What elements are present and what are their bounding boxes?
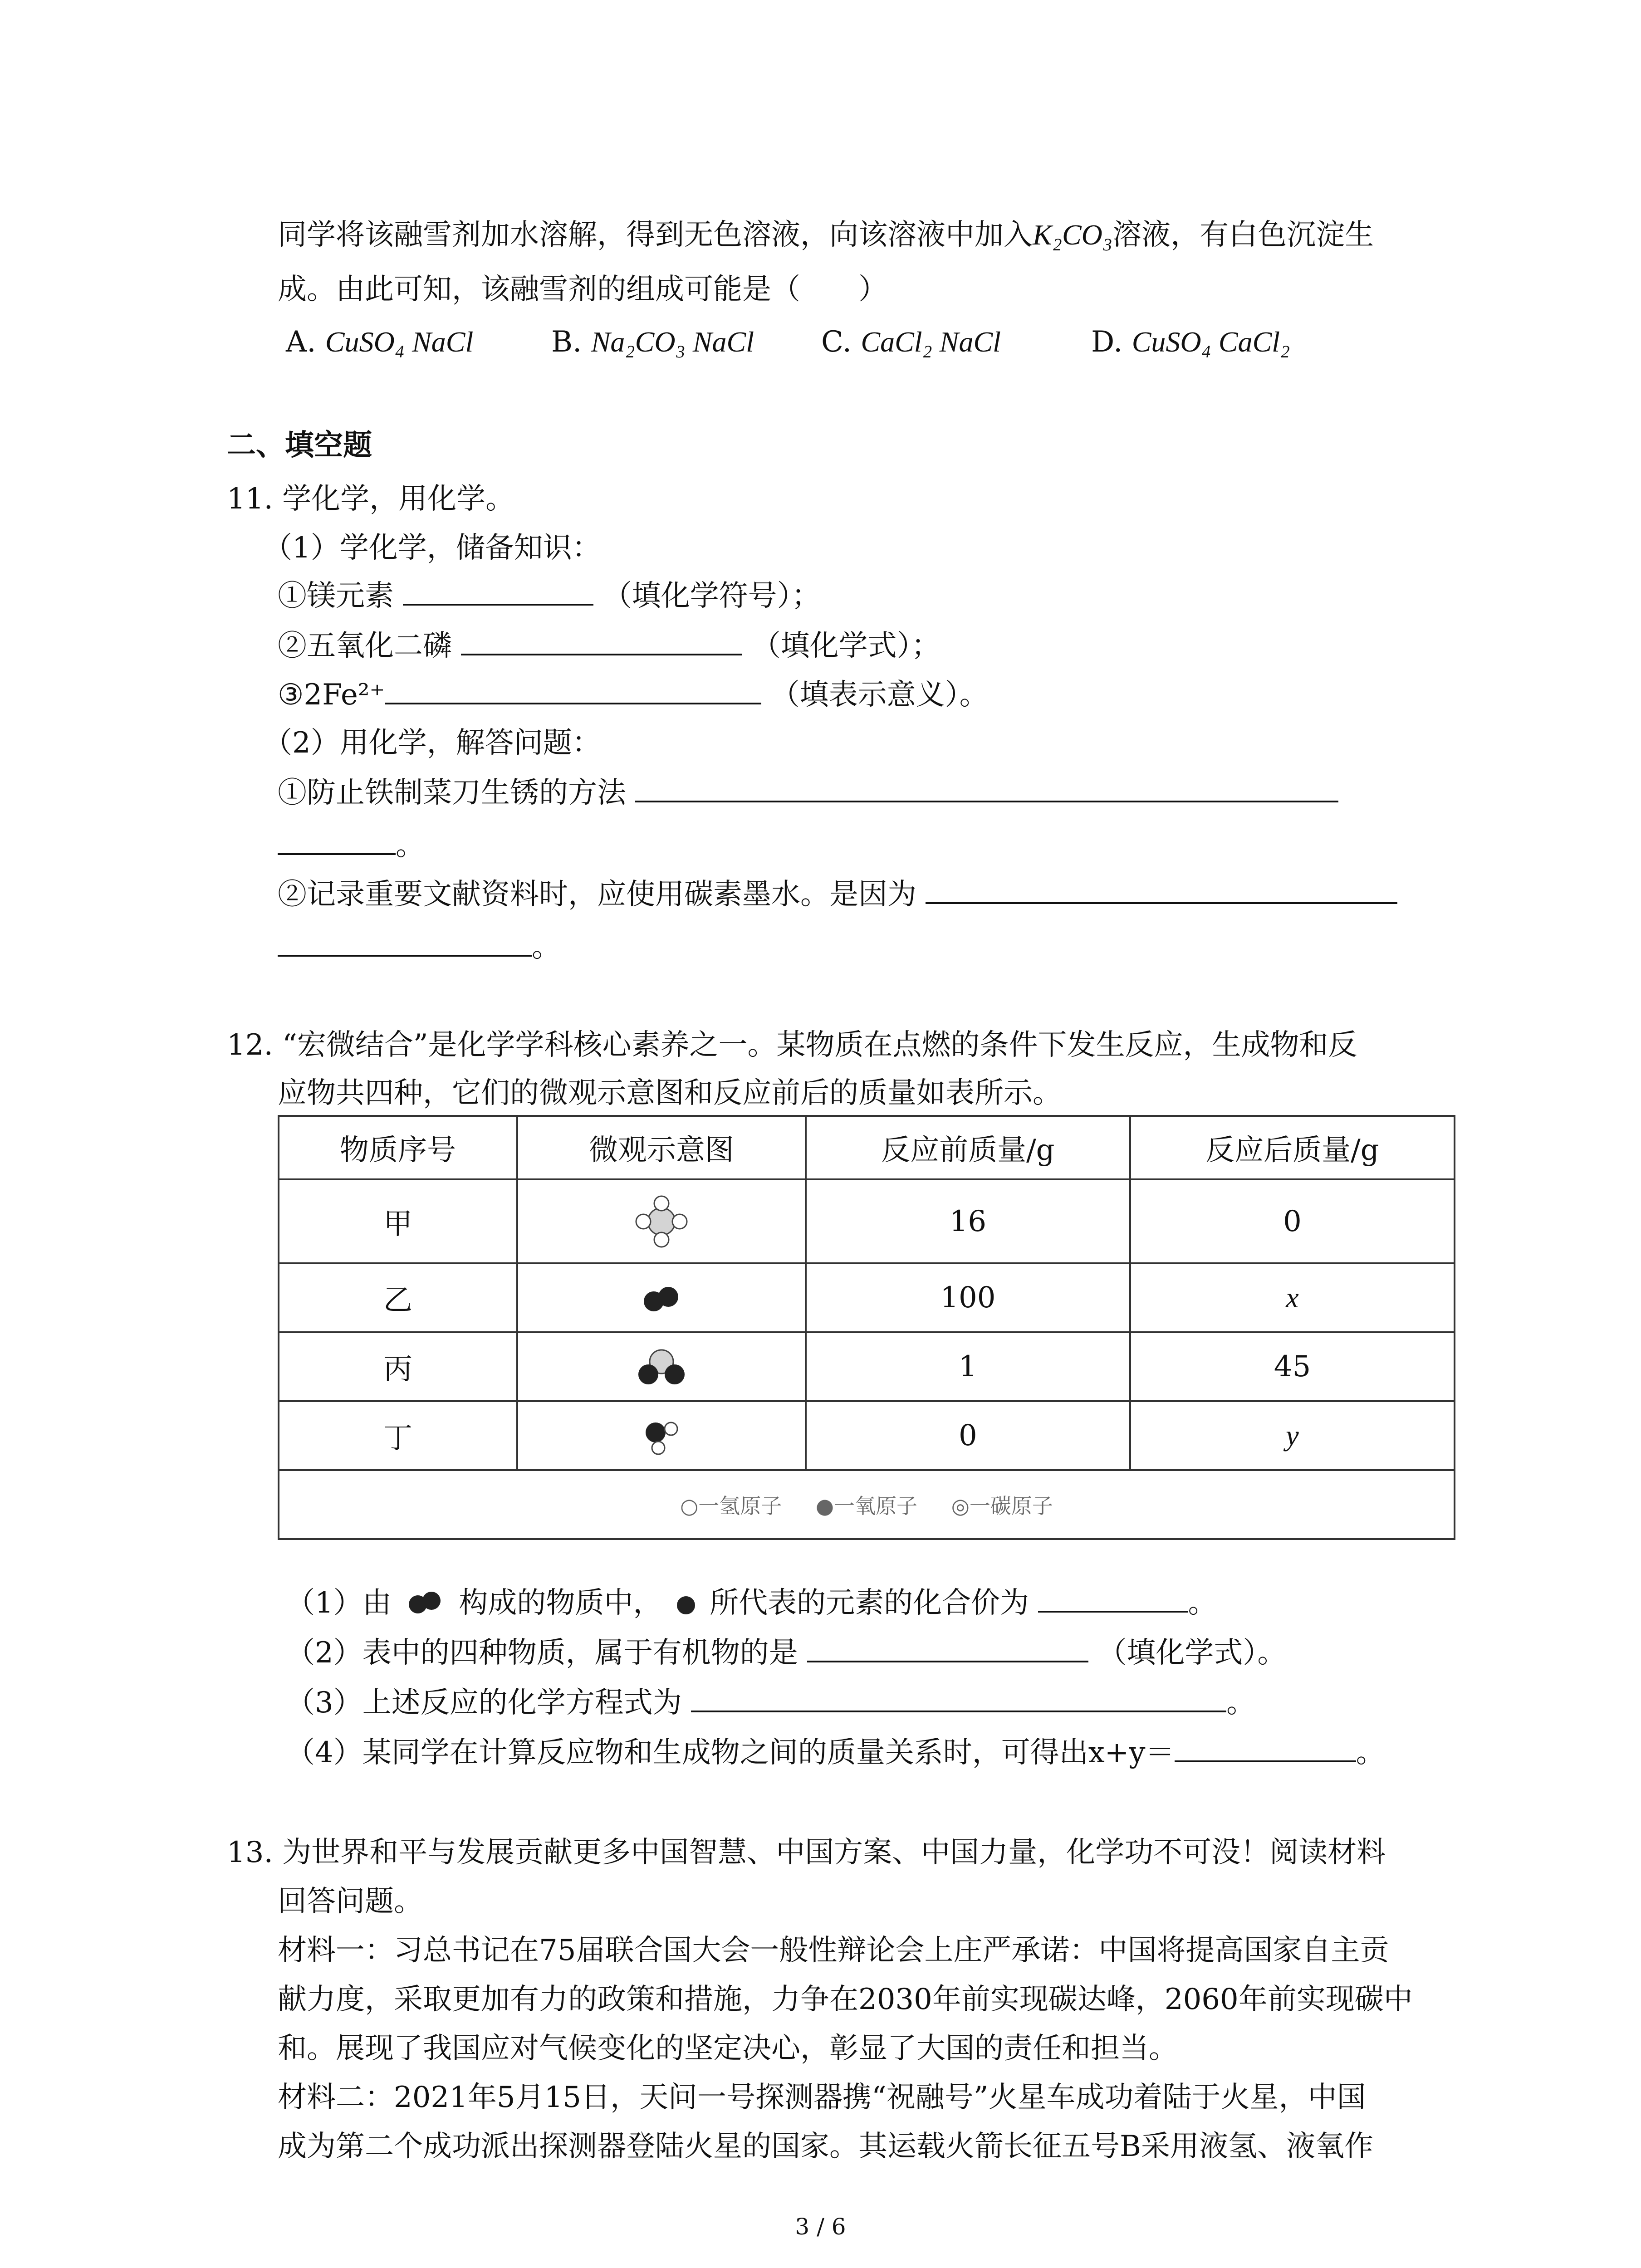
q11-a3 (278, 673, 989, 717)
q11-b2-cont (278, 925, 561, 969)
table-row (279, 1179, 1455, 1263)
oxygen-molecule-icon (404, 1590, 446, 1615)
q11-b1-blank[interactable] (635, 773, 1338, 802)
q13-line4: 献力度，采取更加有力的政策和措施，力争在2030年前实现碳达峰，2060年前实现碳中 (278, 1983, 1413, 2016)
q10-option-c[interactable] (821, 320, 1001, 364)
row-name: 甲 (279, 1179, 517, 1263)
before-mass: 0 (806, 1401, 1130, 1470)
q11-b2-end: 。 (532, 930, 561, 964)
q11-a3-label: ③2Fe²⁺ (278, 678, 385, 712)
before-mass: 1 (806, 1332, 1130, 1401)
q11-a1-blank[interactable] (403, 577, 593, 606)
atom-legend (279, 1470, 1455, 1539)
q10-text-b: 溶液，有白色沉淀生 (1112, 218, 1374, 252)
q11-stem: 11. 学化学，用化学。 (227, 482, 515, 516)
q12-sub4 (286, 1731, 1385, 1774)
table-header-row (279, 1116, 1455, 1179)
section-heading: 二、填空题 (227, 428, 372, 462)
option-text: CaCl₂ NaCl (861, 326, 1001, 358)
q10-text-a: 同学将该融雪剂加水溶解，得到无色溶液，向该溶液中加入 (278, 218, 1033, 252)
legend-oxygen: ●一氧原子 (815, 1494, 918, 1518)
option-letter: B. (551, 325, 582, 359)
after-mass: y (1130, 1401, 1455, 1470)
header-cell: 微观示意图 (517, 1116, 806, 1179)
q12-sub3-end: 。 (1226, 1686, 1256, 1720)
header-cell: 反应前质量/g (806, 1116, 1130, 1179)
q11-a2 (278, 624, 941, 668)
q13-line7: 成为第二个成功派出探测器登陆火星的国家。其运载火箭长征五号B采用液氢、液氧作 (278, 2130, 1374, 2163)
q11-b1-cont (278, 824, 425, 867)
q11-b2 (278, 873, 1397, 916)
row-name: 丁 (279, 1401, 517, 1470)
header-cell: 反应后质量/g (1130, 1116, 1455, 1179)
legend-carbon: ◎一碳原子 (951, 1494, 1053, 1518)
header-cell: 物质序号 (279, 1116, 517, 1179)
q12-sub3-blank[interactable] (691, 1683, 1226, 1712)
carbon-dioxide-molecule-diagram (517, 1332, 806, 1401)
legend-hydrogen: ○一氢原子 (680, 1494, 782, 1518)
oxygen-molecule-diagram (517, 1263, 806, 1332)
q12-stem-2: 应物共四种，它们的微观示意图和反应前后的质量如表所示。 (278, 1076, 1062, 1110)
q11-b2-label: ②记录重要文献资料时，应使用碳素墨水。是因为 (278, 878, 916, 911)
q11-a2-label: ②五氧化二磷 (278, 629, 452, 663)
table-row (279, 1401, 1455, 1470)
after-mass: 45 (1130, 1332, 1455, 1401)
page-number: 3 / 6 (795, 2214, 846, 2240)
oxygen-atom-icon (675, 1593, 697, 1615)
q12-sub1-blank[interactable] (1038, 1584, 1188, 1613)
q11-part1: （1）学化学，储备知识： (263, 531, 601, 565)
q12-sub2-blank[interactable] (807, 1633, 1088, 1662)
q12-sub4-text: （4）某同学在计算反应物和生成物之间的质量关系时，可得出x+y＝ (286, 1736, 1175, 1769)
q12-stem-1: 12. “宏微结合”是化学学科核心素养之一。某物质在点燃的条件下发生反应，生成物和反 (227, 1028, 1357, 1062)
after-mass: 0 (1130, 1179, 1455, 1263)
q10-formula: K₂CO₃ (1033, 219, 1113, 251)
water-molecule-diagram (517, 1401, 806, 1470)
q12-sub4-blank[interactable] (1175, 1733, 1356, 1762)
q11-a1-tail: （填化学符号）； (603, 579, 821, 613)
q11-b1-blank-cont[interactable] (278, 826, 396, 855)
q13-line3: 材料一：习总书记在75届联合国大会一般性辩论会上庄严承诺：中国将提高国家自主贡 (278, 1934, 1389, 1967)
option-text: CuSO₄ NaCl (325, 326, 474, 358)
q11-a1 (278, 574, 821, 618)
q12-sub2-tail: （填化学式）。 (1097, 1636, 1287, 1670)
q13-line5: 和。展现了我国应对气候变化的坚定决心，彰显了大国的责任和担当。 (278, 2032, 1178, 2065)
q11-b1 (278, 771, 1338, 815)
q12-sub1-a: （1）由 (286, 1586, 392, 1620)
table-row (279, 1332, 1455, 1401)
before-mass: 16 (806, 1179, 1130, 1263)
q12-sub1-end: 。 (1188, 1586, 1217, 1620)
option-text: CuSO₄ CaCl₂ (1132, 326, 1290, 358)
q12-sub3-text: （3）上述反应的化学方程式为 (286, 1686, 682, 1720)
q11-b2-blank-cont[interactable] (278, 928, 532, 957)
q10-option-d[interactable] (1091, 320, 1290, 364)
q10-line1 (278, 213, 1374, 257)
q11-a2-blank[interactable] (461, 626, 742, 655)
q13-line2: 回答问题。 (278, 1885, 423, 1918)
q10-line2: 成。由此可知，该融雪剂的组成可能是（ ） (278, 273, 887, 306)
q11-a3-tail: （填表示意义）。 (770, 678, 989, 712)
q12-sub1 (286, 1581, 1217, 1625)
table-row (279, 1263, 1455, 1332)
q11-part2: （2）用化学，解答问题： (263, 726, 601, 760)
option-letter: C. (821, 325, 852, 359)
before-mass: 100 (806, 1263, 1130, 1332)
q12-sub2-text: （2）表中的四种物质，属于有机物的是 (286, 1636, 798, 1670)
q13-line6: 材料二：2021年5月15日，天问一号探测器携“祝融号”火星车成功着陆于火星，中国 (278, 2081, 1366, 2114)
q11-a2-tail: （填化学式）； (751, 629, 941, 663)
q11-b1-label: ①防止铁制菜刀生锈的方法 (278, 776, 626, 810)
q12-sub3 (286, 1681, 1255, 1725)
row-name: 乙 (279, 1263, 517, 1332)
q10-option-b[interactable] (551, 320, 754, 364)
option-text: Na₂CO₃ NaCl (591, 326, 754, 358)
q12-sub1-c: 所代表的元素的化合价为 (710, 1586, 1029, 1620)
q11-a1-label: ①镁元素 (278, 579, 394, 613)
q12-sub2 (286, 1631, 1286, 1675)
legend-row (279, 1470, 1455, 1539)
q13-line1: 13. 为世界和平与发展贡献更多中国智慧、中国方案、中国力量，化学功不可没！阅读材料 (227, 1836, 1386, 1869)
row-name: 丙 (279, 1332, 517, 1401)
q12-table (278, 1115, 1455, 1540)
q10-option-a[interactable] (286, 320, 473, 364)
methane-molecule-diagram (517, 1179, 806, 1263)
option-letter: A. (286, 325, 316, 359)
q11-b2-blank[interactable] (926, 875, 1397, 904)
after-mass: x (1130, 1263, 1455, 1332)
q12-sub4-end: 。 (1356, 1736, 1385, 1769)
option-letter: D. (1091, 325, 1123, 359)
q11-b1-end: 。 (396, 829, 425, 862)
q11-a3-blank[interactable] (385, 675, 761, 704)
q12-sub1-b: 构成的物质中， (459, 1586, 662, 1620)
